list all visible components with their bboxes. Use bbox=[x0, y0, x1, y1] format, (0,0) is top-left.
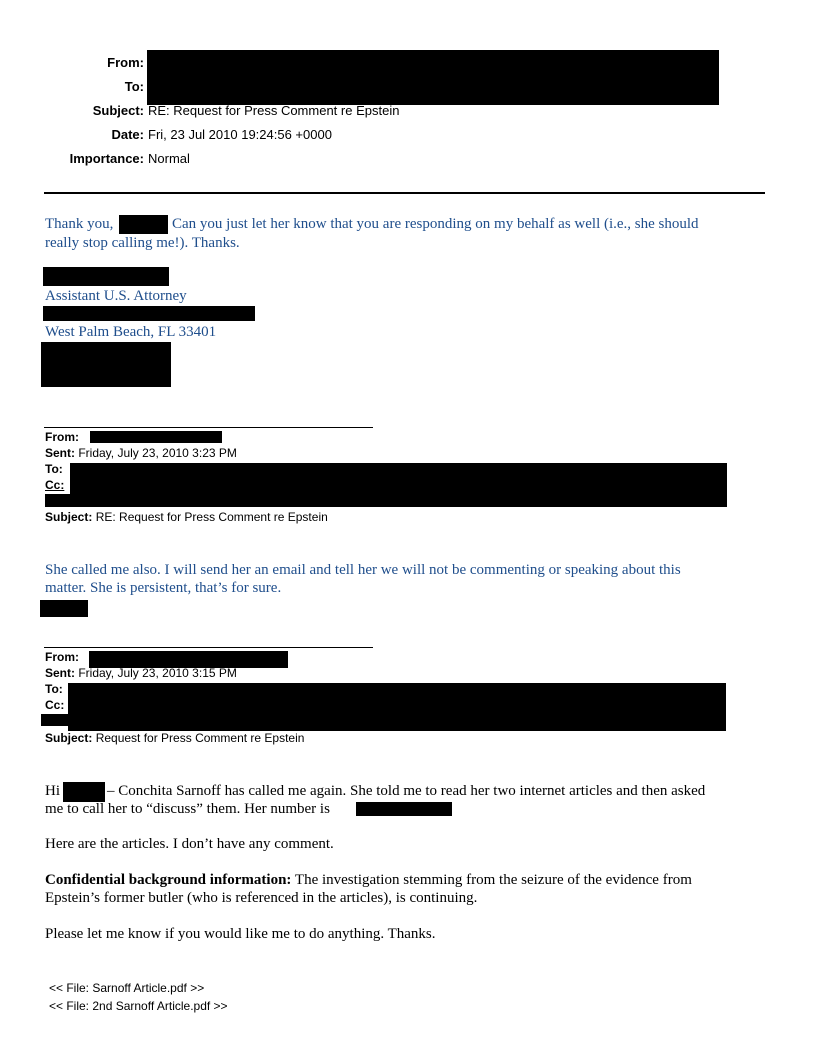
body-text: She called me also. I will send her an email and tell her we will not be commenting or speaking about this bbox=[45, 562, 681, 578]
sent-value: Friday, July 23, 2010 3:23 PM bbox=[78, 446, 237, 460]
redaction-block bbox=[43, 267, 169, 286]
cc-label: Cc: bbox=[45, 698, 65, 712]
attachment-item[interactable]: << File: Sarnoff Article.pdf >> bbox=[49, 981, 205, 995]
subject-value: RE: Request for Press Comment re Epstein bbox=[95, 510, 328, 524]
attachment-item[interactable]: << File: 2nd Sarnoff Article.pdf >> bbox=[49, 999, 228, 1013]
subject-value: Request for Press Comment re Epstein bbox=[95, 731, 305, 745]
forward-divider bbox=[44, 427, 373, 428]
redaction-block bbox=[63, 782, 105, 802]
body-text: Please let me know if you would like me to do anything. Thanks. bbox=[45, 926, 436, 942]
redaction-block bbox=[356, 802, 452, 816]
body-text: Epstein’s former butler (who is referenced in the articles), is continuing. bbox=[45, 890, 478, 906]
redaction-block bbox=[90, 431, 222, 443]
body-text: Hi bbox=[45, 783, 60, 799]
body-text: Confidential background information: The investigation stemming from the seizure of the evidence from bbox=[45, 872, 692, 888]
redaction-block bbox=[147, 50, 719, 105]
subject-label: Subject: bbox=[92, 103, 144, 118]
body-text: – Conchita Sarnoff has called me again. She told me to read her two internet articles and then asked bbox=[107, 783, 706, 799]
redaction-block bbox=[41, 714, 71, 726]
redaction-block bbox=[70, 463, 727, 507]
sent-label: Sent: bbox=[45, 666, 75, 680]
cc-label: Cc: bbox=[45, 478, 65, 492]
signature-city: West Palm Beach, FL 33401 bbox=[45, 324, 217, 340]
redaction-block bbox=[68, 683, 726, 731]
body-text: Can you just let her know that you are responding on my behalf as well (i.e., she should bbox=[172, 216, 699, 232]
body-text: matter. She is persistent, that’s for sure. bbox=[45, 580, 282, 596]
body-text: really stop calling me!). Thanks. bbox=[45, 235, 240, 251]
date-value: Fri, 23 Jul 2010 19:24:56 +0000 bbox=[148, 127, 332, 142]
redaction-block bbox=[119, 215, 168, 234]
body-text: Here are the articles. I don’t have any comment. bbox=[45, 836, 334, 852]
redaction-block bbox=[43, 306, 255, 321]
body-text: me to call her to “discuss” them. Her number is bbox=[45, 801, 330, 817]
sent-label: Sent: bbox=[45, 446, 75, 460]
from-label: From: bbox=[107, 55, 144, 70]
confidential-label: Confidential background information: bbox=[45, 872, 292, 888]
redaction-block bbox=[41, 342, 171, 387]
to-label: To: bbox=[45, 462, 63, 476]
redaction-block bbox=[40, 600, 88, 617]
importance-label: Importance: bbox=[69, 151, 144, 166]
subject-label: Subject: bbox=[45, 510, 93, 524]
from-label: From: bbox=[45, 650, 79, 664]
date-label: Date: bbox=[111, 127, 144, 142]
to-label: To: bbox=[45, 682, 63, 696]
from-label: From: bbox=[45, 430, 79, 444]
sent-value: Friday, July 23, 2010 3:15 PM bbox=[78, 666, 237, 680]
forward-divider bbox=[44, 647, 373, 648]
signature-title: Assistant U.S. Attorney bbox=[45, 288, 187, 304]
to-label: To: bbox=[124, 79, 144, 94]
body-text: Thank you, bbox=[45, 216, 114, 232]
header-divider bbox=[44, 192, 765, 194]
importance-value: Normal bbox=[148, 151, 190, 166]
subject-value: RE: Request for Press Comment re Epstein bbox=[148, 103, 400, 118]
subject-label: Subject: bbox=[45, 731, 93, 745]
redaction-block bbox=[45, 494, 75, 507]
